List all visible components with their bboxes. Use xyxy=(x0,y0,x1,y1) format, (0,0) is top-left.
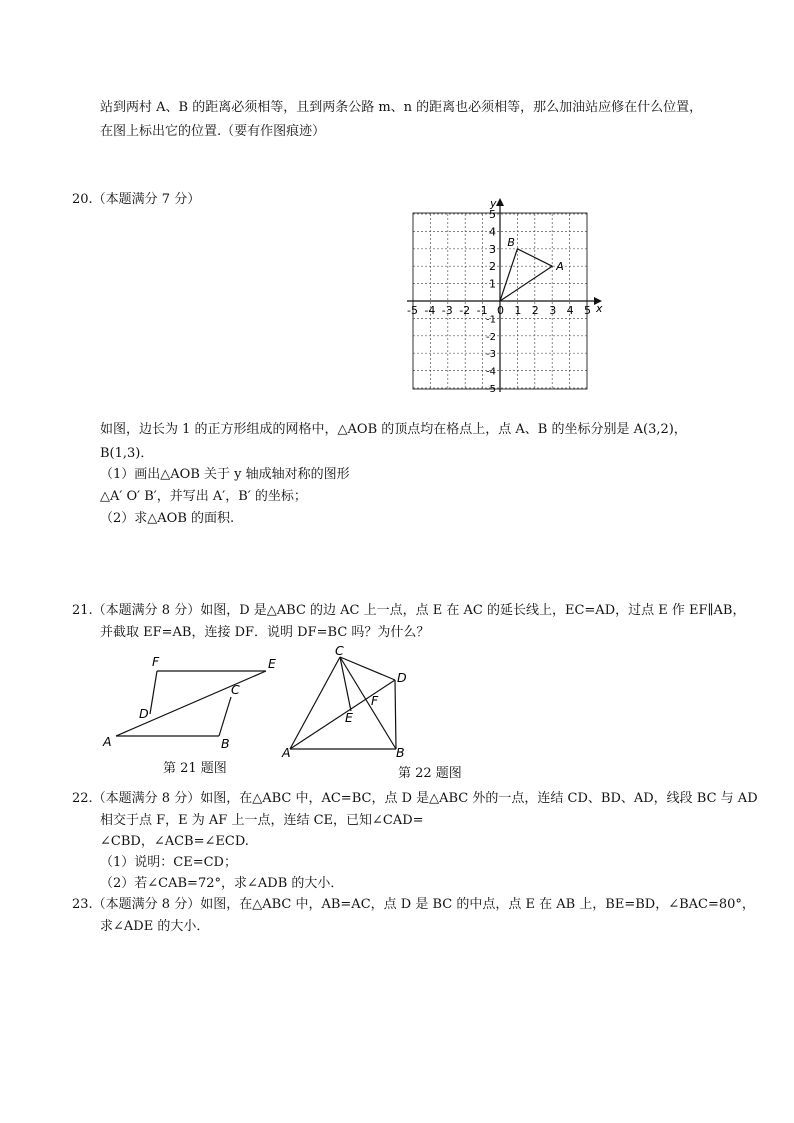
q21-label-D: D xyxy=(139,706,149,721)
q23-line-2: 求∠ADE 的大小． xyxy=(100,919,210,934)
q21-label-C: C xyxy=(231,682,240,697)
q21-line-1: 21.（本题满分 8 分）如图，D 是△ABC 的边 AC 上一点，点 E 在 AC 的延长线上，EC=AD，过点 E 作 EF∥AB， xyxy=(72,603,746,618)
x-tick-label: 5 xyxy=(584,304,591,317)
point-B-label: B xyxy=(507,235,515,249)
q20-line-1: 如图，边长为 1 的正方形组成的网格中，△AOB 的顶点均在格点上，点 A、B 的坐标分别是 A(3,2)， xyxy=(100,422,687,437)
x-tick-label: 1 xyxy=(514,304,522,317)
q22-line-2: 相交于点 F，E 为 AF 上一点，连结 CE，已知∠CAD= xyxy=(100,813,424,828)
q21-label-A: A xyxy=(103,734,112,749)
q22-line-5: （2）若∠CAB=72°，求∠ADB 的大小． xyxy=(100,876,344,891)
x-tick-label: -1 xyxy=(476,304,488,317)
x-tick-label: -3 xyxy=(441,304,453,317)
y-tick-label: 2 xyxy=(489,260,496,274)
x-tick-label: -2 xyxy=(459,304,471,317)
q21-label-E: E xyxy=(268,656,276,671)
point-A-label: A xyxy=(556,260,564,274)
q22-caption: 第 22 题图 xyxy=(398,766,462,781)
y-tick-label: -4 xyxy=(486,366,496,378)
x-tick-label: 0 xyxy=(497,304,504,317)
q22-line-1: 22.（本题满分 8 分）如图，在△ABC 中，AC=BC，点 D 是△ABC 外的一点，连结 CD、BD、AD，线段 BC 与 AD xyxy=(72,791,758,806)
q22-segment-CA xyxy=(290,657,340,749)
q20-line-2: B(1,3)． xyxy=(100,446,154,461)
y-tick-label: 4 xyxy=(489,225,496,239)
q21-label-B: B xyxy=(221,736,230,751)
q22-segment-CD xyxy=(340,657,395,680)
q20-line-4: △A′ O′ B′，并写出 A′，B′ 的坐标； xyxy=(100,489,307,504)
q21-caption: 第 21 题图 xyxy=(163,761,227,776)
x-tick-label: 4 xyxy=(566,304,574,317)
x-tick-label: -5 xyxy=(407,304,418,317)
q20-line-5: （2）求△AOB 的面积. xyxy=(100,511,235,526)
q22-segment-AD xyxy=(290,680,395,749)
q22-label-E: E xyxy=(345,710,353,725)
q22-label-A: A xyxy=(282,745,291,760)
y-tick-label: -1 xyxy=(486,314,496,326)
q22-segment-CB xyxy=(340,657,396,749)
y-tick-label: 3 xyxy=(489,242,496,256)
x-tick-label: -4 xyxy=(424,304,436,317)
x-tick-label: 3 xyxy=(549,304,557,317)
x-tick-label: 2 xyxy=(531,304,539,317)
x-axis-label: x xyxy=(596,302,603,315)
y-tick-label: -3 xyxy=(486,349,496,361)
q22-segment-DB xyxy=(395,680,396,749)
y-tick-label: 1 xyxy=(489,277,496,291)
q22-line-3: ∠CBD，∠ACB=∠ECD. xyxy=(100,834,249,849)
q23-line-1: 23.（本题满分 8 分）如图，在△ABC 中，AB=AC，点 D 是 BC 的中点，点 E 在 AB 上，BE=BD，∠BAC=80°， xyxy=(72,897,755,912)
q22-label-F: F xyxy=(371,693,379,708)
y-tick-label: -5 xyxy=(486,384,496,395)
y-axis-label: y xyxy=(490,197,497,210)
intro-line-2: 在图上标出它的位置.（要有作图痕迹） xyxy=(100,124,326,139)
y-tick-label: 5 xyxy=(489,208,496,221)
q22-line-4: （1）说明：CE=CD； xyxy=(100,855,237,870)
q22-label-C: C xyxy=(335,643,344,658)
y-tick-label: -2 xyxy=(486,331,496,343)
q22-label-B: B xyxy=(396,745,405,760)
q20-line-3: （1）画出△AOB 关于 y 轴成轴对称的图形 xyxy=(100,467,350,482)
intro-line-1: 站到两村 A、B 的距离必须相等，且到两条公路 m、n 的距离也必须相等，那么加油站应修在什么位置， xyxy=(100,100,703,115)
q21-label-F: F xyxy=(152,654,160,669)
q20-header: 20.（本题满分 7 分） xyxy=(72,192,201,207)
q22-label-D: D xyxy=(397,670,407,685)
q21-line-2: 并截取 EF=AB，连接 DF．说明 DF=BC 吗？为什么？ xyxy=(100,625,430,640)
